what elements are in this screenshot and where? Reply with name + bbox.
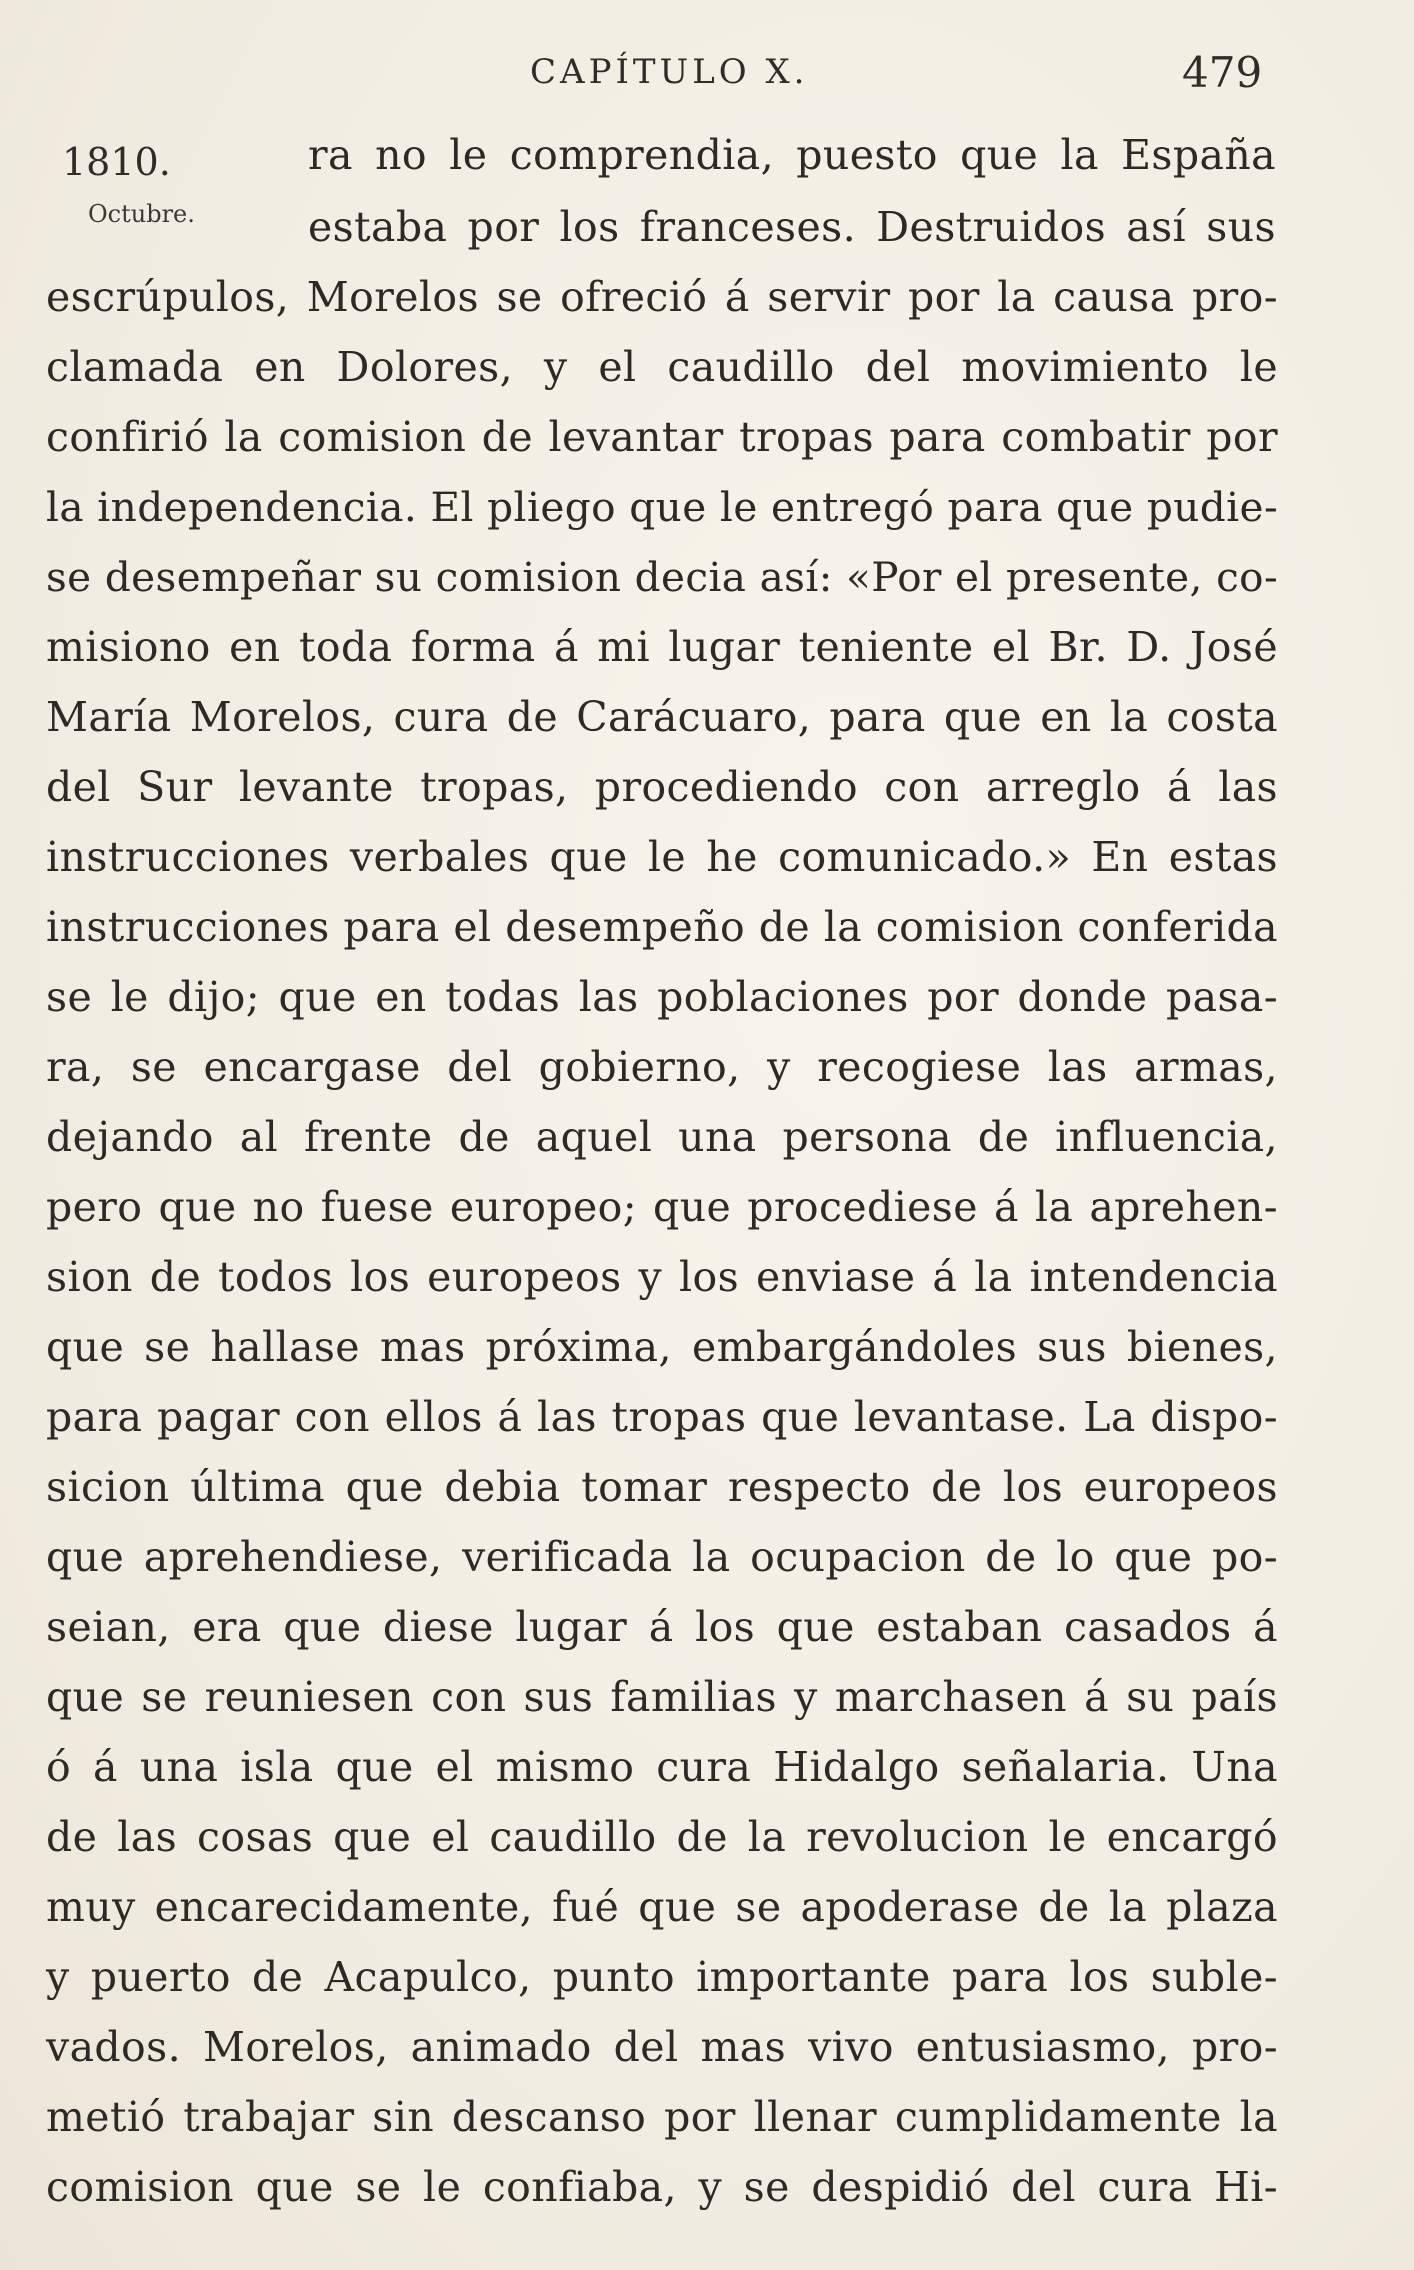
text-line: María Morelos, cura de Carácuaro, para que en la costa (46, 693, 1278, 741)
text-line: comision que se le confiaba, y se despidió del cura Hi- (46, 2163, 1278, 2211)
text-line: que se reuniesen con sus familias y marchasen á su país (46, 1673, 1278, 1721)
text-line: sion de todos los europeos y los enviase á la intendencia (46, 1253, 1278, 1301)
text-line: de las cosas que el caudillo de la revolucion le encargó (46, 1813, 1278, 1861)
text-line: del Sur levante tropas, procediendo con arreglo á las (46, 763, 1278, 811)
text-line: se le dijo; que en todas las poblaciones por donde pasa- (46, 973, 1278, 1021)
margin-note-month: Octubre. (88, 200, 195, 228)
running-head: CAPÍTULO X. (530, 52, 809, 92)
text-line: escrúpulos, Morelos se ofreció á servir por la causa pro- (46, 273, 1278, 321)
text-line: clamada en Dolores, y el caudillo del movimiento le (46, 343, 1278, 391)
text-line: la independencia. El pliego que le entregó para que pudie- (46, 483, 1279, 531)
text-line: ra, se encargase del gobierno, y recogiese las armas, (46, 1043, 1278, 1091)
text-line: misiono en toda forma á mi lugar teniente el Br. D. José (46, 623, 1278, 671)
text-line: que se hallase mas próxima, embargándoles sus bienes, (46, 1323, 1278, 1371)
text-line: para pagar con ellos á las tropas que levantase. La dispo- (46, 1393, 1278, 1441)
text-line: y puerto de Acapulco, punto importante para los suble- (46, 1953, 1278, 2001)
text-line: se desempeñar su comision decia así: «Por el presente, co- (46, 553, 1279, 601)
page-number: 479 (1182, 48, 1263, 97)
text-line: sicion última que debia tomar respecto de los europeos (46, 1463, 1278, 1511)
text-line: dejando al frente de aquel una persona de influencia, (46, 1113, 1278, 1161)
text-line: pero que no fuese europeo; que procediese á la aprehen- (46, 1183, 1278, 1231)
text-line: confirió la comision de levantar tropas para combatir por (46, 413, 1278, 461)
text-line: seian, era que diese lugar á los que estaban casados á (46, 1603, 1278, 1651)
text-line: que aprehendiese, verificada la ocupacion de lo que po- (46, 1533, 1278, 1581)
text-line: muy encarecidamente, fué que se apoderase de la plaza (46, 1883, 1278, 1931)
text-line: instrucciones verbales que le he comunicado.» En estas (46, 833, 1278, 881)
margin-note-year: 1810. (62, 140, 171, 184)
text-line: ó á una isla que el mismo cura Hidalgo señalaria. Una (46, 1743, 1278, 1791)
text-line: estaba por los franceses. Destruidos así sus (308, 203, 1276, 251)
text-line: metió trabajar sin descanso por llenar cumplidamente la (46, 2093, 1278, 2141)
text-line: ra no le comprendia, puesto que la España (308, 131, 1276, 179)
text-line: instrucciones para el desempeño de la comision conferida (46, 903, 1278, 951)
text-line: vados. Morelos, animado del mas vivo entusiasmo, pro- (46, 2023, 1278, 2071)
